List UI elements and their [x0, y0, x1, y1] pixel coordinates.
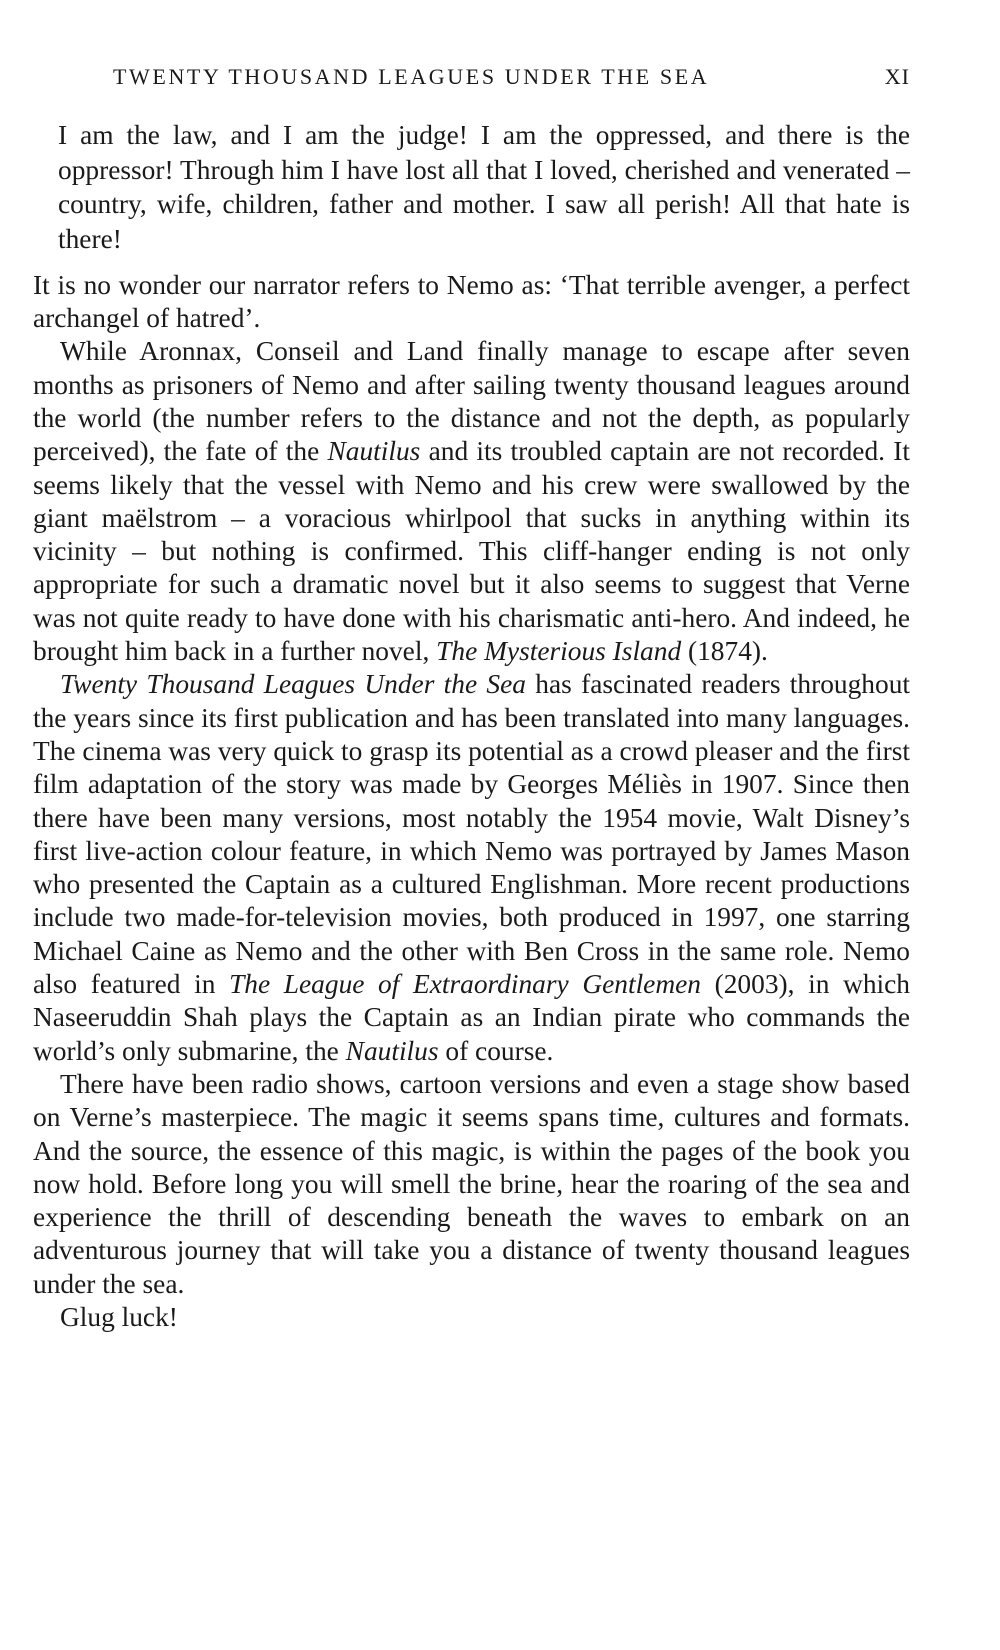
paragraph-4: There have been radio shows, cartoon versions and even a stage show based on Verne’s masterpiece. The magic it seems spans time, cultures and formats. And the source, the essence of this magic, is within the pages of the book you now hold. Before long you will smell the brine, hear the roaring of the sea and experience the thrill of descending beneath the waves to embark on an adventurous journey that will take you a distance of twenty thousand leagues under the sea.	[33, 1068, 910, 1299]
text-span: (2003), in which Naseeruddin Shah plays the Captain as an Indian pirate who commands the world’s only submarine, the	[33, 969, 911, 1066]
page-number: XI	[884, 64, 910, 89]
text-span: (1874).	[681, 636, 768, 667]
running-head	[33, 58, 910, 98]
italic-film-title: The League of Extraordinary Gentlemen	[229, 969, 701, 1000]
italic-ship-name: Nautilus	[327, 436, 421, 467]
paragraph-5: Glug luck!	[60, 1302, 178, 1333]
paragraph-2	[33, 335, 910, 668]
text-span: has fascinated readers throughout the years since its first publication and has been translated into many languages. The cinema was very quick to grasp its potential as a crowd pleaser and the first film adaptation of the story was made by Georges Méliès in 1907. Since then there have been many versions, most notably the 1954 movie, Walt Disney’s first live-action colour feature, in which Nemo was portrayed by James Mason who presented the Captain as a cultured Englishman. More recent productions include two made-for-television movies, both produced in 1997, one starring Michael Caine as Nemo and the other with Ben Cross in the same role. Nemo also featured in	[33, 669, 911, 1000]
text-span: and its troubled captain are not recorded. It seems likely that the vessel with Nemo and his crew were swallowed by the giant maëlstrom – a voracious whirlpool that sucks in anything within its vicinity – but nothing is confirmed. This cliff-hanger ending is not only appropriate for such a dramatic novel but it also seems to suggest that Verne was not quite ready to have done with his charismatic anti-hero. And indeed, he brought him back in a further novel,	[33, 436, 910, 667]
italic-ship-name: Nautilus	[345, 1035, 439, 1066]
italic-book-title: Twenty Thousand Leagues Under the Sea	[60, 669, 526, 700]
quoted-extract: I am the law, and I am the judge! I am the oppressed, and there is the oppressor! Through him I have lost all that I loved, cherished and venerated – country, wife, children, father and mother. I saw all perish! All that hate is there!	[58, 120, 910, 255]
paragraph-3	[33, 668, 910, 1068]
running-title: TWENTY THOUSAND LEAGUES UNDER THE SEA	[113, 64, 710, 89]
text-span: While Aronnax, Conseil and Land finally manage to escape after seven months as prisoners of Nemo and after sailing twenty thousand leagues around the world (the number refers to the distance and not the depth, as popularly perceived), the fate of the	[33, 336, 910, 467]
body-text	[33, 269, 910, 1335]
italic-novel-title: The Mysterious Island	[436, 636, 682, 667]
text-span: of course.	[438, 1035, 554, 1066]
book-page	[33, 58, 910, 1334]
paragraph-1: It is no wonder our narrator refers to Nemo as: ‘That terrible avenger, a perfect archangel of hatred’.	[33, 269, 910, 334]
